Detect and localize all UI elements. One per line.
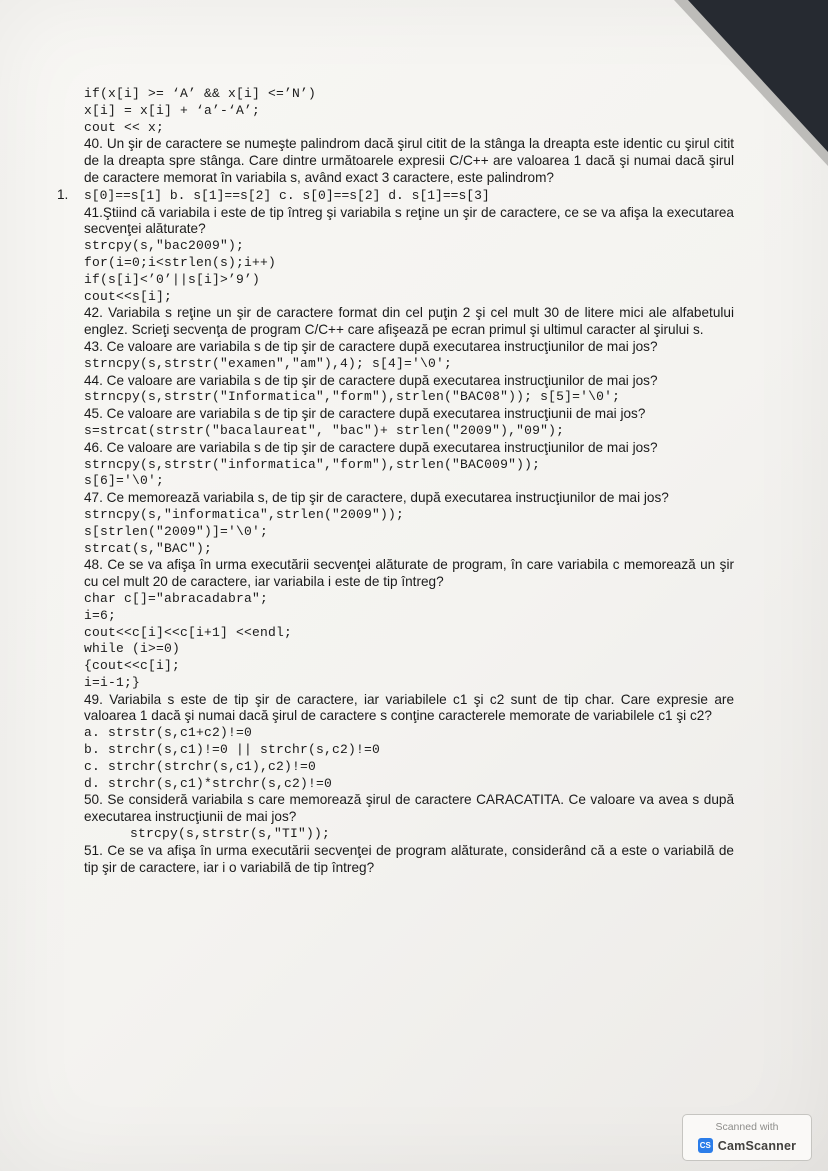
- question-paragraph: 41.Ştiind că variabila i este de tip întreg şi variabila s reţine un şir de caractere, ce se va afişa la executarea secvenţei alăturate?: [84, 204, 734, 237]
- code-line: if(x[i] >= ‘A’ && x[i] <=’N’): [84, 86, 317, 101]
- list-marker: 1.: [57, 186, 69, 202]
- question-paragraph: 44. Ce valoare are variabila s de tip şir de caractere după executarea instrucţiunilor de mai jos?: [84, 372, 658, 388]
- code-line: while (i>=0): [84, 641, 181, 657]
- code-line: c. strchr(strchr(s,c1),c2)!=0: [84, 758, 317, 774]
- question-paragraph: 51. Ce se va afişa în urma executării secvenţei de program alăturate, considerând că a este o variabilă de tip şir de caractere, iar i o variabilă de tip întreg?: [84, 842, 734, 875]
- code-line: strcat(s,"BAC");: [84, 540, 213, 556]
- code-line: strncpy(s,"informatica",strlen("2009"));: [84, 506, 405, 522]
- question-paragraph: 49. Variabila s este de tip şir de caractere, iar variabilele c1 şi c2 sunt de tip char. Care expresie are valoarea 1 dacă şi numai dacă şirul de caractere s conţine caracterele memorate de variabilele c1 şi c2?: [84, 691, 734, 724]
- code-line: char c[]="abracadabra";: [84, 590, 269, 606]
- camscanner-name: CamScanner: [717, 1138, 797, 1153]
- answer-options-text: s[0]==s[1] b. s[1]==s[2] c. s[0]==s[2] d. s[1]==s[3]: [84, 187, 490, 203]
- question-paragraph: 46. Ce valoare are variabila s de tip şir de caractere după executarea instrucţiunilor de mai jos?: [84, 439, 658, 455]
- code-line: b. strchr(s,c1)!=0 || strchr(s,c2)!=0: [84, 742, 381, 758]
- question-paragraph: 42. Variabila s reţine un şir de caractere format din cel puţin 2 şi cel mult 30 de litere mici ale alfabetului englez. Scrieţi secvenţa de program C/C++ care afişează pe ecran primul şi ultimul caracter al şirului s.: [84, 305, 734, 338]
- code-line: strcpy(s,strstr(s,"TI"));: [130, 826, 331, 842]
- camscanner-badge: [682, 1114, 812, 1161]
- code-line: s=strcat(strstr("bacalaureat", "bac")+ strlen("2009"),"09");: [84, 422, 565, 438]
- code-line: s[6]='\0';: [84, 473, 165, 489]
- code-line: x[i] = x[i] + ‘a’-‘A’;: [84, 102, 261, 118]
- code-line: s[strlen("2009")]='\0';: [84, 523, 269, 539]
- camscanner-logo-icon: CS: [698, 1138, 713, 1153]
- code-line: cout<<c[i]<<c[i+1] <<endl;: [84, 624, 293, 640]
- code-line: cout<<s[i];: [84, 288, 173, 304]
- code-line: i=6;: [84, 607, 117, 623]
- answer-options-line: [57, 187, 734, 205]
- question-paragraph: 50. Se consideră variabila s care memorează şirul de caractere CARACATITA. Ce valoare va avea s după executarea instrucţiunii de mai jos?: [84, 792, 734, 825]
- code-line: for(i=0;i<strlen(s);i++): [84, 254, 277, 270]
- camscanner-logo-row: [683, 1138, 811, 1153]
- code-line: {cout<<c[i];: [84, 658, 181, 674]
- code-line: i=i-1;}: [84, 674, 141, 690]
- code-line: a. strstr(s,c1+c2)!=0: [84, 725, 253, 741]
- question-paragraph: 43. Ce valoare are variabila s de tip şir de caractere după executarea instrucţiunilor de mai jos?: [84, 338, 658, 354]
- question-paragraph: 40. Un şir de caractere se numeşte palindrom dacă şirul citit de la stânga la dreapta este identic cu şirul citit de la dreapta spre stânga. Care dintre următoarele expresii C/C++ are valoarea 1 dacă şi numai dacă şirul de caractere memorat în variabila s, având exact 3 caractere, este palindrom?: [84, 136, 734, 185]
- code-line: if(s[i]<’0’||s[i]>’9’): [84, 271, 261, 287]
- question-paragraph: 47. Ce memorează variabila s, de tip şir de caractere, după executarea instrucţiunilor de mai jos?: [84, 490, 669, 506]
- code-line: d. strchr(s,c1)*strchr(s,c2)!=0: [84, 775, 333, 791]
- question-paragraph: 48. Ce se va afişa în urma executării secvenţei alăturate de program, în care variabila c memorează un şir cu cel mult 20 de caractere, iar variabila i este de tip întreg?: [84, 557, 734, 590]
- code-line: strncpy(s,strstr("examen","am"),4); s[4]='\0';: [84, 355, 453, 371]
- question-paragraph: 45. Ce valoare are variabila s de tip şir de caractere după executarea instrucţiunii de mai jos?: [84, 406, 646, 422]
- code-line: strncpy(s,strstr("informatica","form"),strlen("BAC009"));: [84, 456, 541, 472]
- scanned-with-label: Scanned with: [715, 1121, 779, 1133]
- code-line: cout << x;: [84, 119, 165, 135]
- doc-content: [57, 86, 734, 876]
- code-line: strcpy(s,"bac2009");: [84, 238, 245, 254]
- code-line: strncpy(s,strstr("Informatica","form"),strlen("BAC08")); s[5]='\0';: [84, 389, 621, 405]
